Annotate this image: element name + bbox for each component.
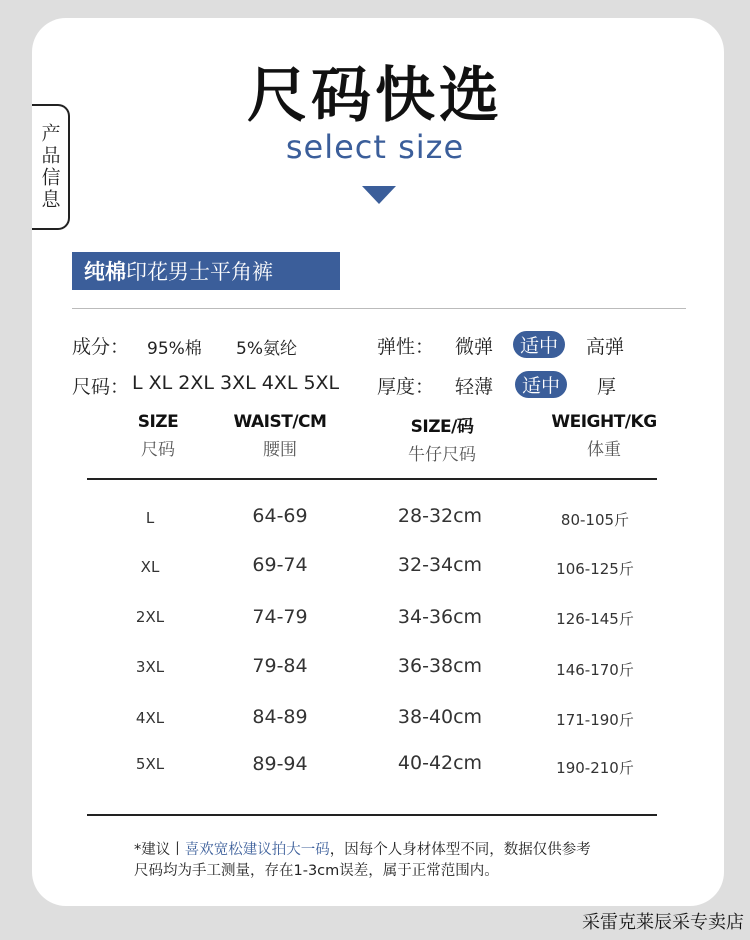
elasticity-option-low: 微弹 xyxy=(455,336,494,358)
row-weight: 106-125斤 xyxy=(556,560,634,578)
product-name-bold: 纯棉 xyxy=(84,260,126,284)
elasticity-selected-badge: 适中 xyxy=(513,331,565,358)
store-watermark: 采雷克莱辰采专卖店 xyxy=(582,912,744,933)
product-name-bar xyxy=(72,252,340,290)
header-waist xyxy=(220,412,340,460)
header-jeans-cn: 牛仔尺码 xyxy=(408,445,476,465)
product-info-tab-label: 产品信息 xyxy=(38,123,61,211)
sizes-label: 尺码： xyxy=(72,376,130,398)
composition-label: 成分： xyxy=(72,336,130,358)
note-rest: ，因每个人身材体型不同，数据仅供参考 xyxy=(329,842,591,858)
row-waist: 84-89 xyxy=(252,706,308,728)
row-weight: 126-145斤 xyxy=(556,610,634,628)
thickness-option-thick: 厚 xyxy=(597,376,617,398)
row-weight: 190-210斤 xyxy=(556,759,634,777)
header-size-en: SIZE xyxy=(137,412,179,432)
composition-spandex: 5%氨纶 xyxy=(236,339,297,359)
composition-cotton: 95%棉 xyxy=(147,339,202,359)
page-subtitle: select size xyxy=(285,128,465,166)
row-jeans: 34-36cm xyxy=(397,606,483,628)
header-jeans-en: SIZE/码 xyxy=(410,417,474,437)
elasticity-option-high: 高弹 xyxy=(586,336,625,358)
thickness-option-thin: 轻薄 xyxy=(455,376,494,398)
row-size: 3XL xyxy=(135,658,165,676)
header-waist-cn: 腰围 xyxy=(263,440,297,460)
row-waist: 74-79 xyxy=(252,606,308,628)
row-jeans: 28-32cm xyxy=(397,505,483,527)
note-highlight: 喜欢宽松建议拍大一码 xyxy=(184,842,330,858)
row-jeans: 32-34cm xyxy=(397,554,483,576)
header-waist-en: WAIST/CM xyxy=(233,412,327,432)
divider xyxy=(72,308,686,309)
table-bottom-rule xyxy=(87,814,657,816)
table-top-rule xyxy=(87,478,657,480)
row-waist: 69-74 xyxy=(252,554,308,576)
sizes-value: L XL 2XL 3XL 4XL 5XL xyxy=(132,372,340,394)
row-waist: 64-69 xyxy=(252,505,308,527)
elasticity-label: 弹性： xyxy=(377,336,435,358)
row-size: XL xyxy=(140,558,160,576)
row-size: 4XL xyxy=(135,709,165,727)
row-size: 2XL xyxy=(135,608,165,626)
product-name-rest: 印花男士平角裤 xyxy=(126,260,273,284)
thickness-label: 厚度： xyxy=(377,376,435,398)
header-size-cn: 尺码 xyxy=(141,440,175,460)
row-weight: 171-190斤 xyxy=(556,711,634,729)
header-weight-cn: 体重 xyxy=(587,440,621,460)
sizing-note xyxy=(134,840,591,882)
row-weight: 146-170斤 xyxy=(556,661,634,679)
header-weight-en: WEIGHT/KG xyxy=(551,412,657,432)
row-size: L xyxy=(145,509,155,527)
page-title: 尺码快选 xyxy=(247,61,503,131)
row-jeans: 36-38cm xyxy=(397,655,483,677)
row-waist: 89-94 xyxy=(252,753,308,775)
row-jeans: 40-42cm xyxy=(397,752,483,774)
row-weight: 80-105斤 xyxy=(560,511,630,529)
sizing-note-line1 xyxy=(134,840,591,861)
row-jeans: 38-40cm xyxy=(397,706,483,728)
header-jeans xyxy=(380,412,504,465)
sizing-note-line2: 尺码均为手工测量，存在1-3cm误差，属于正常范围内。 xyxy=(134,863,499,879)
row-waist: 79-84 xyxy=(252,655,308,677)
note-prefix: *建议丨 xyxy=(134,842,185,858)
header-size xyxy=(110,412,206,460)
header-weight xyxy=(540,412,668,460)
triangle-down-icon xyxy=(362,186,396,204)
thickness-selected-badge: 适中 xyxy=(515,371,567,398)
row-size: 5XL xyxy=(135,755,165,773)
